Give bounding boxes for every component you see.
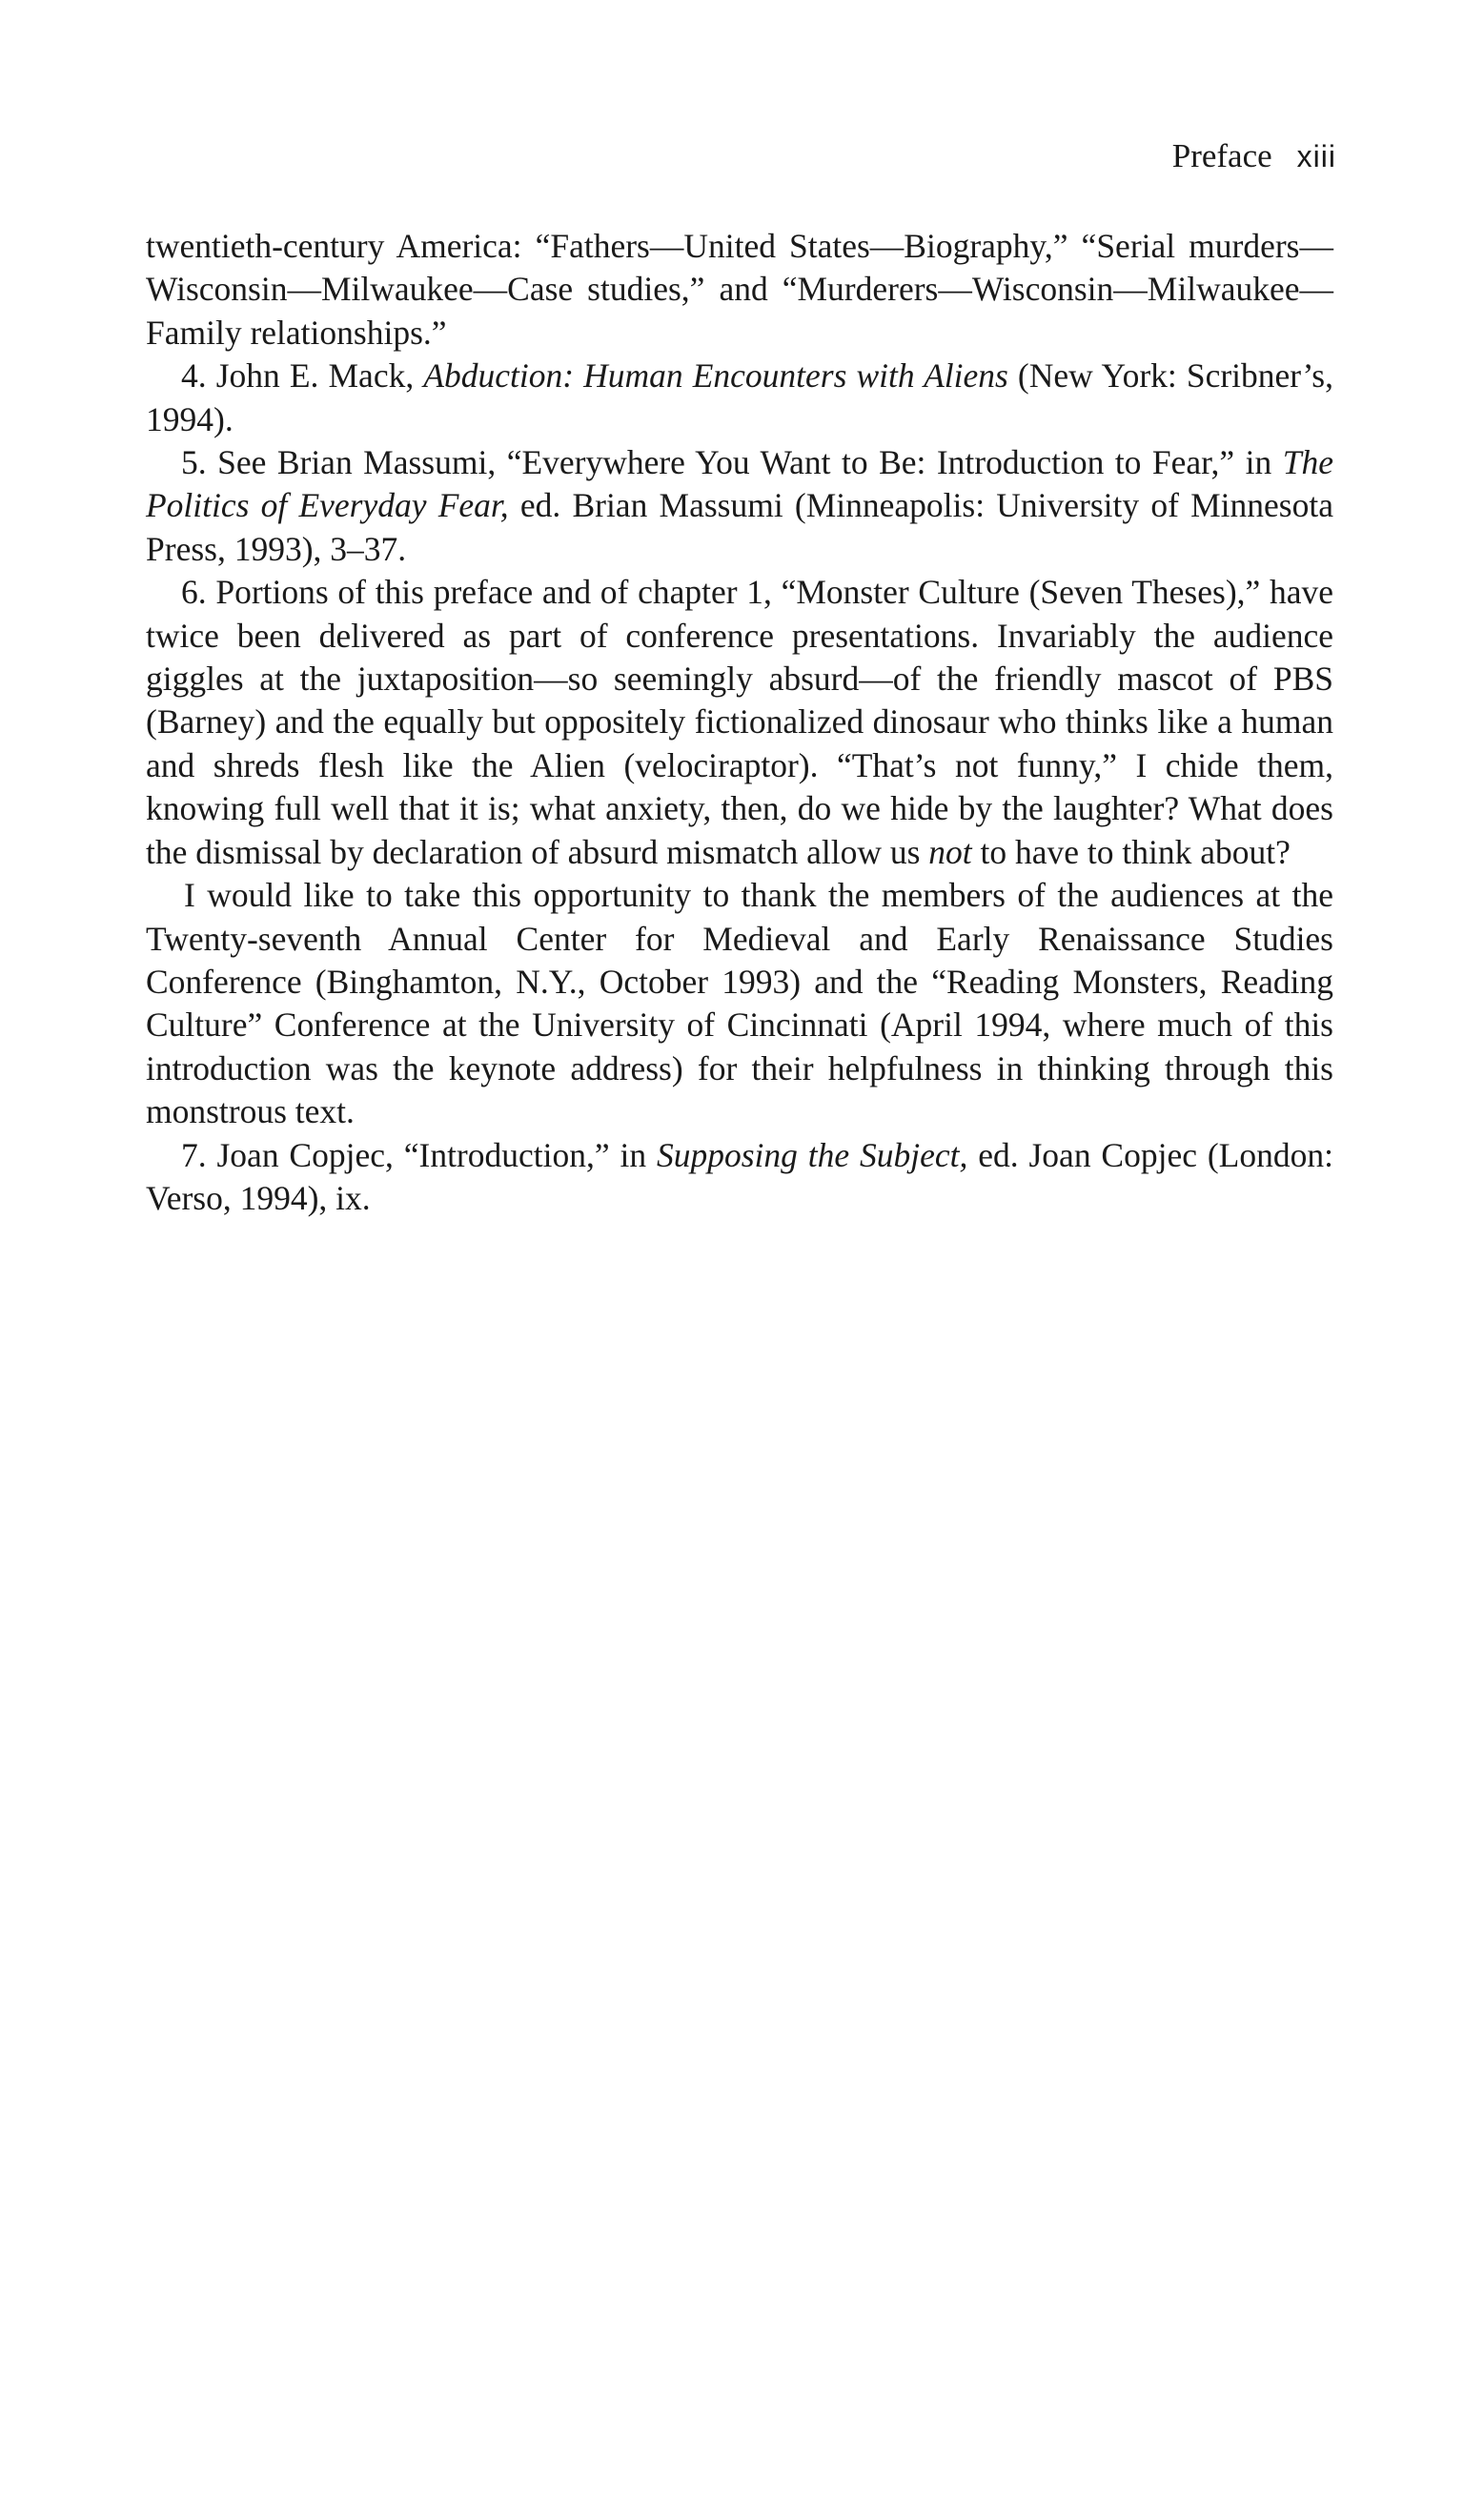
- note-text: 5. See Brian Massumi, “Everywhere You Want to Be: Introduction to Fear,” in: [181, 443, 1283, 482]
- emphasis: not: [928, 832, 972, 871]
- book-title: Supposing the Subject,: [656, 1135, 968, 1174]
- note-continuation: [146, 225, 1333, 355]
- note-text: twentieth-century America: “Fathers—United States—Biography,” “Serial murders—Wisconsin—Milwaukee—Case studies,” and “Murderers—Wisconsin—Milwaukee—Family relationships.”: [146, 227, 1333, 352]
- running-head-title: Preface: [1171, 137, 1272, 174]
- book-title: Abduction: Human Encounters with Aliens: [423, 356, 1008, 396]
- notes-text: [146, 225, 1333, 1220]
- note-text: 4. John E. Mack,: [181, 356, 424, 396]
- note-text: ed. Brian Massumi (Minneapolis: University of Minnesota Press, 1993), 3–37.: [146, 486, 1333, 568]
- note-text: I would like to take this opportunity to thank the members of the audiences at the Twenty-seventh Annual Center for Medieval and Early Renaissance Studies Conference (Binghamton, N.Y., October 1993) and the “Reading Monsters, Reading Culture” Conference at the University of Cincinnati (April 1994, where much of this introduction was the keynote address) for their helpfulness in thinking through this monstrous text.: [146, 876, 1333, 1131]
- note-6: [146, 571, 1333, 874]
- note-6-continued: [146, 874, 1333, 1133]
- note-7: [146, 1134, 1333, 1221]
- note-text: 7. Joan Copjec, “Introduction,” in: [181, 1135, 657, 1174]
- note-text: 6. Portions of this preface and of chapter 1, “Monster Culture (Seven Theses),” have twice been delivered as part of conference presentations. Invariably the audience giggles at the juxtaposition—so seemingly absurd—of the friendly mascot of PBS (Barney) and the equally but oppositely fictionalized dinosaur who thinks like a human and shreds flesh like the Alien (velociraptor). “That’s not funny,” I chide them, knowing full well that it is; what anxiety, then, do we hide by the laughter? What does the dismissal by declaration of absurd mismatch allow us: [146, 573, 1333, 871]
- note-text: ed. Joan Copjec (London: Verso, 1994), ix.: [146, 1135, 1333, 1217]
- page-number: xiii: [1296, 139, 1336, 173]
- note-5: [146, 441, 1333, 571]
- book-title: The Politics of Everyday Fear,: [146, 443, 1333, 525]
- note-text: (New York: Scribner’s, 1994).: [146, 356, 1333, 438]
- note-4: [146, 355, 1333, 441]
- running-head: [1172, 135, 1336, 177]
- note-text: to have to think about?: [971, 832, 1291, 871]
